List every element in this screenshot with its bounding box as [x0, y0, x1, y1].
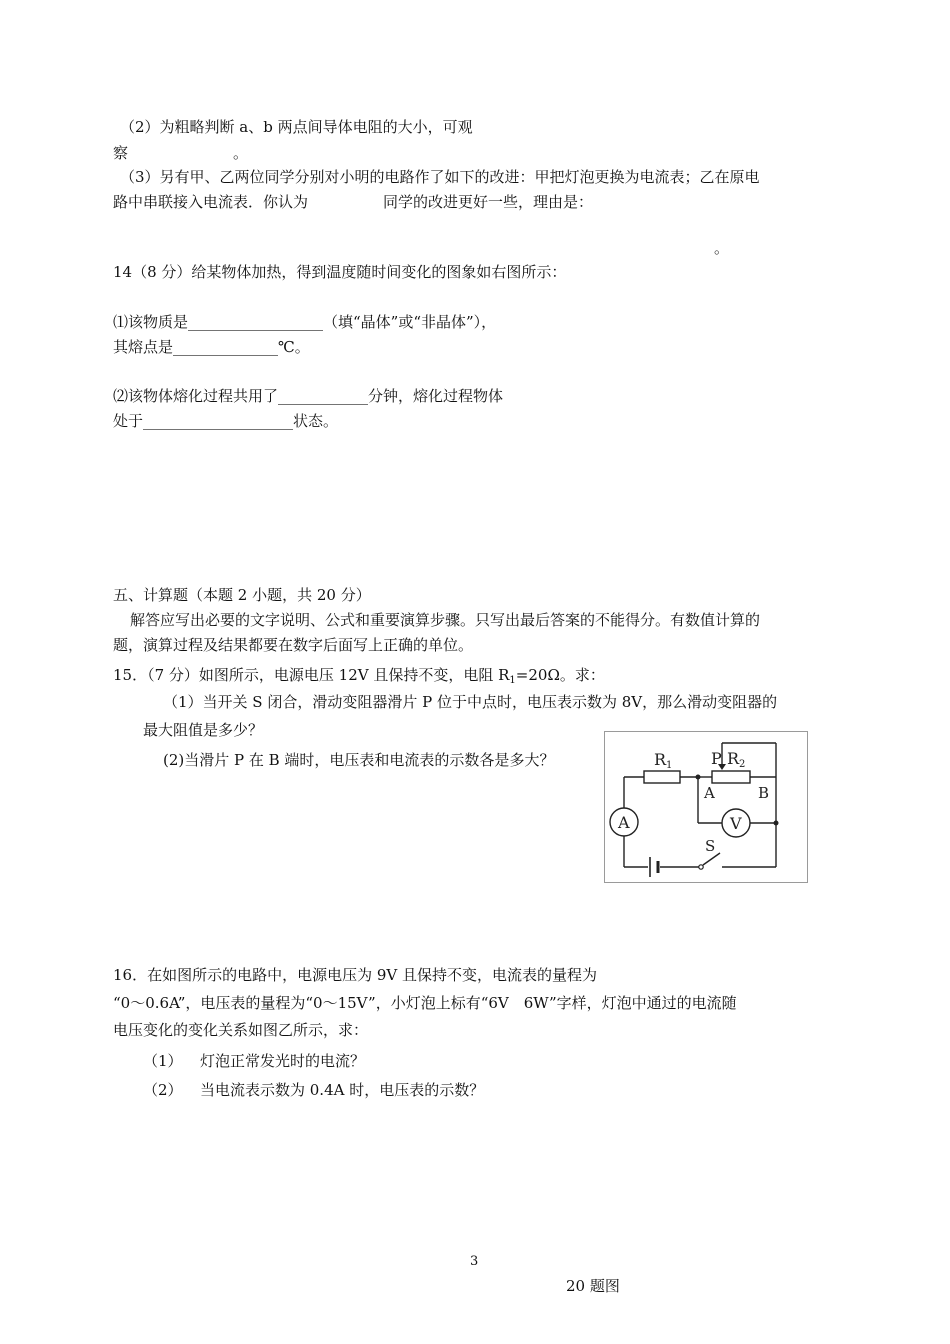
figure-label: 20 题图	[566, 1277, 620, 1295]
q14-part2-line2: 处于____________________状态。	[113, 412, 339, 430]
page-number: 3	[470, 1254, 479, 1269]
label-p: P	[711, 749, 722, 768]
q15-stem-sub: 1	[509, 675, 516, 686]
label-ammeter: A	[618, 813, 630, 832]
q15-part1-line2: 最大阻值是多少？	[143, 721, 264, 739]
label-r2: R2	[727, 749, 746, 770]
section5-title: 五、计算题（本题 2 小题，共 20 分）	[113, 586, 371, 604]
q16-part1: 灯泡正常发光时的电流？	[200, 1052, 366, 1070]
q16-stem-line1: 16．在如图所示的电路中，电源电压为 9V 且保持不变，电流表的量程为	[113, 966, 598, 984]
q16-stem-line2: “0～0.6A”，电压表的量程为“0～15V”，小灯泡上标有“6V 6W”字样，灯泡中通过的电流随	[113, 994, 737, 1012]
q13-part3-line2: 路中串联接入电流表．你认为 同学的改进更好一些，理由是：	[113, 193, 594, 211]
resistor-r1	[644, 771, 680, 783]
q16-stem-line3: 电压变化的变化关系如图乙所示，求：	[113, 1021, 369, 1039]
section5-instructions-line2: 题，演算过程及结果都要在数字后面写上正确的单位。	[113, 636, 474, 654]
q13-part3-end: 。	[714, 239, 730, 257]
q15-stem-pre: 15．（7 分）如图所示，电源电压 12V 且保持不变，电阻 R	[113, 666, 510, 684]
label-a: A	[704, 784, 715, 802]
label-b: B	[758, 784, 770, 802]
q13-part3-line1: （3）另有甲、乙两位同学分别对小明的电路作了如下的改进：甲把灯泡更换为电流表；乙在原电	[120, 168, 760, 186]
junction-dot	[696, 775, 701, 780]
junction-dot	[774, 821, 779, 826]
q15-stem	[113, 665, 605, 691]
q15-part1-line1: （1）当开关 S 闭合，滑动变阻器滑片 P 位于中点时，电压表示数为 8V，那么滑动变阻器的	[163, 693, 778, 711]
q14-part2-line1: ⑵该物体熔化过程共用了____________分钟，熔化过程物体	[113, 387, 504, 405]
section5-instructions-line1: 解答应写出必要的文字说明、公式和重要演算步骤。只写出最后答案的不能得分。有数值计算的	[130, 611, 761, 629]
q14-header: 14（8 分）给某物体加热，得到温度随时间变化的图象如右图所示：	[113, 263, 567, 281]
q13-part2-line2: 察 。	[113, 144, 249, 162]
q16-part2-number: （2）	[143, 1081, 183, 1099]
label-r1: R1	[654, 750, 673, 771]
q15-stem-post: =20Ω。求：	[515, 666, 605, 684]
label-voltmeter: V	[730, 814, 742, 833]
q16-part1-number: （1）	[143, 1052, 183, 1070]
label-switch: S	[705, 837, 716, 855]
q13-part2-line1: （2）为粗略判断 a、b 两点间导体电阻的大小，可观	[120, 118, 473, 136]
q14-part1-line2: 其熔点是______________℃。	[113, 338, 310, 356]
switch-contact	[699, 865, 703, 869]
resistor-r2	[712, 771, 750, 783]
q16-part2: 当电流表示数为 0.4A 时，电压表的示数？	[200, 1081, 485, 1099]
q14-part1-line1: ⑴该物质是__________________（填“晶体”或“非晶体”），	[113, 313, 497, 331]
q15-circuit-diagram	[604, 731, 808, 883]
q15-part2: (2)当滑片 P 在 B 端时，电压表和电流表的示数各是多大？	[163, 751, 555, 769]
